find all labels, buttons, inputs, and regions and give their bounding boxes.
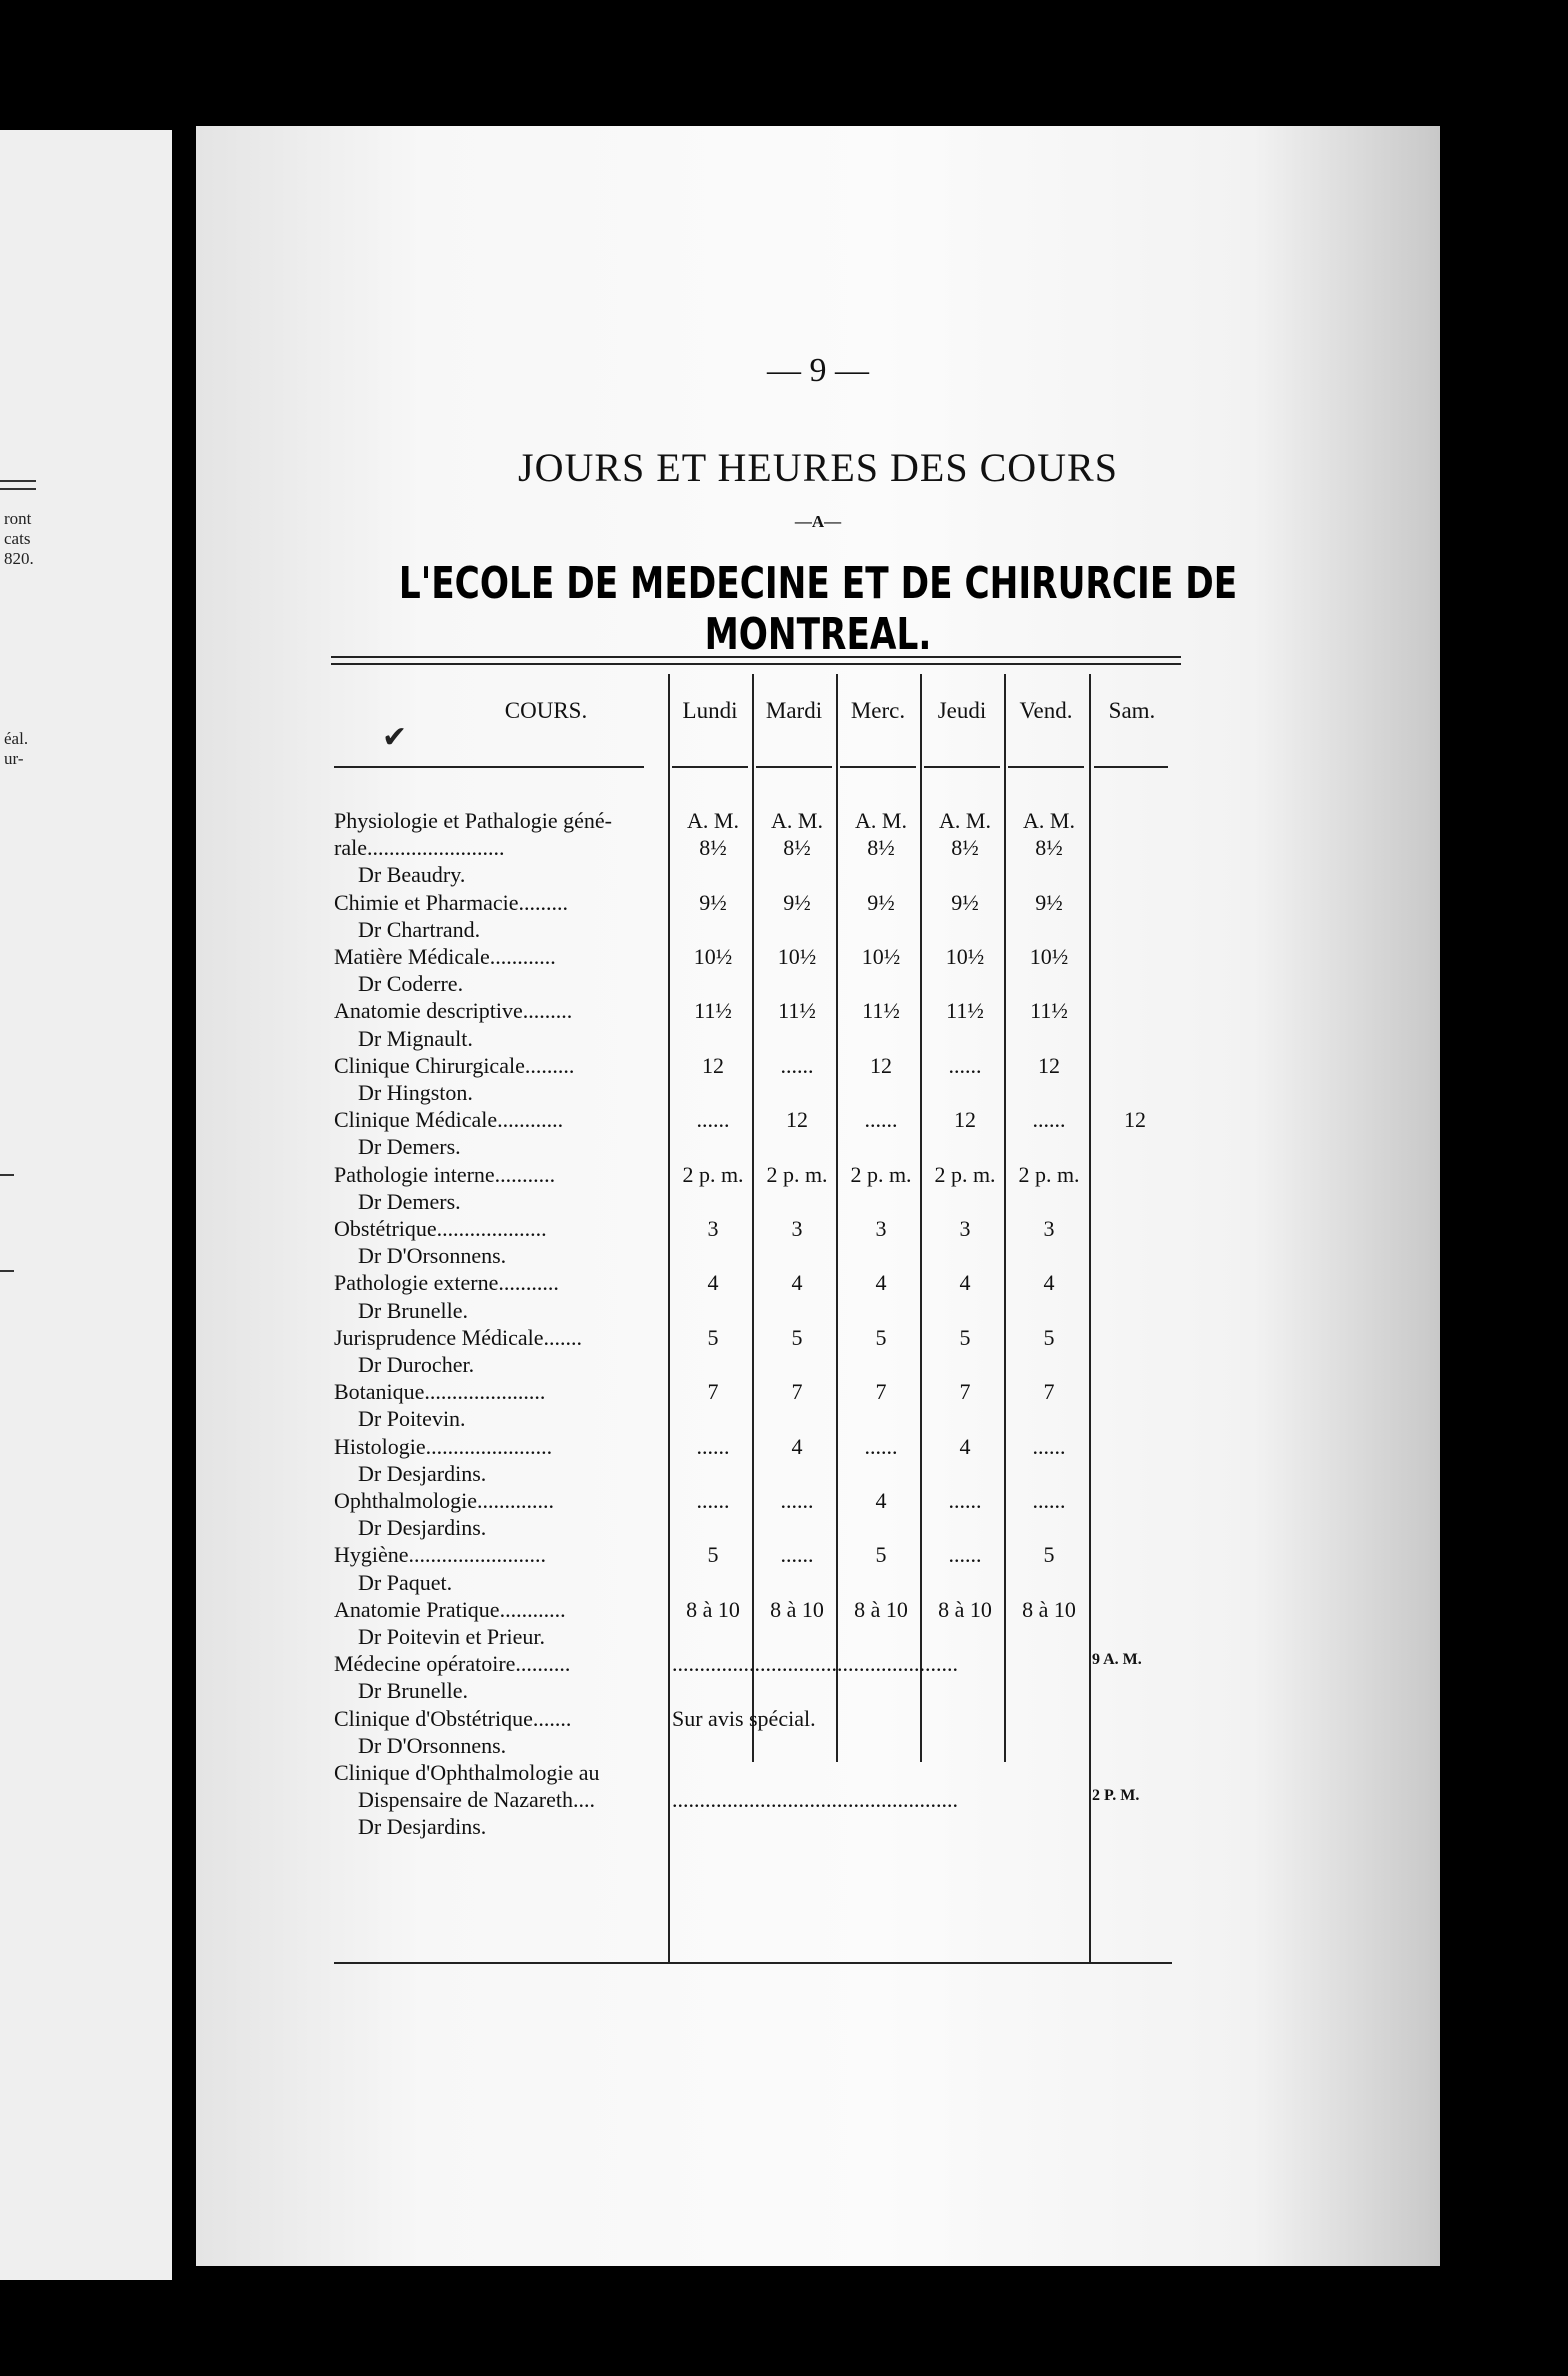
schedule-cell: 2 p. m. xyxy=(766,1161,828,1187)
schedule-cell: 5 xyxy=(707,1542,719,1568)
professor-name: Dr Desjardins. xyxy=(358,1814,487,1840)
schedule-cell: 12 xyxy=(870,1052,892,1078)
course-name: rale......................... xyxy=(334,835,505,861)
schedule-cell: ...... xyxy=(696,1488,730,1513)
schedule-cell: 3 xyxy=(959,1216,971,1241)
table-row xyxy=(334,1270,1364,1297)
table-row xyxy=(334,1624,1364,1651)
header-mardi: Mardi xyxy=(765,698,823,723)
schedule-cell: 7 xyxy=(791,1379,803,1405)
professor-name: Dr Mignault. xyxy=(358,1025,473,1051)
professor-name: Dr Poitevin et Prieur. xyxy=(358,1624,545,1649)
schedule-cell: 8½ xyxy=(867,835,895,861)
professor-name: Dr Demers. xyxy=(358,1188,461,1214)
header-cours: COURS. xyxy=(504,698,588,723)
schedule-cell: ...... xyxy=(948,1542,982,1568)
table-row xyxy=(334,1053,1364,1080)
professor-name: Dr Coderre. xyxy=(358,971,464,997)
table-row xyxy=(334,1542,1364,1569)
schedule-cell: 5 xyxy=(707,1324,719,1350)
course-name: Clinique Médicale............ xyxy=(334,1107,564,1133)
table-row xyxy=(334,1026,1364,1053)
table-row xyxy=(334,917,1364,944)
header-jeudi: Jeudi xyxy=(937,698,987,723)
table-row xyxy=(334,1298,1364,1325)
sam-cell: 2 P. M. xyxy=(1092,1787,1140,1805)
professor-name: Dr Beaudry. xyxy=(358,862,466,888)
book-spine xyxy=(174,120,194,2300)
course-name: Pathologie externe........... xyxy=(334,1270,559,1296)
schedule-cell: 11½ xyxy=(778,998,816,1024)
divider xyxy=(0,1270,14,1272)
schedule-cell: 8½ xyxy=(699,835,727,861)
schedule-cell: 12 xyxy=(702,1052,724,1078)
schedule-cell: 2 p. m. xyxy=(850,1161,912,1187)
schedule-cell: A. M. xyxy=(771,808,823,833)
professor-name: Dr D'Orsonnens. xyxy=(358,1732,507,1758)
table-row xyxy=(334,1189,1364,1216)
header-underline xyxy=(756,766,832,768)
ink-mark: ✔ xyxy=(382,721,408,754)
schedule-cell: A. M. xyxy=(939,808,991,833)
text-fragment: ront xyxy=(4,509,32,528)
schedule-cell: 7 xyxy=(875,1379,887,1405)
table-row xyxy=(334,1406,1364,1433)
schedule-cell: 12 xyxy=(1038,1052,1060,1078)
schedule-cell: 9½ xyxy=(1035,889,1063,915)
schedule-cell: 9½ xyxy=(867,889,895,915)
course-name: Clinique d'Obstétrique....... xyxy=(334,1705,572,1731)
course-name: Physiologie et Pathalogie géné- xyxy=(334,808,612,833)
table-row xyxy=(334,1488,1364,1515)
course-name: Clinique d'Ophthalmologie au xyxy=(334,1760,600,1785)
course-name: Jurisprudence Médicale....... xyxy=(334,1324,583,1350)
professor-name: Dr Desjardins. xyxy=(358,1515,487,1541)
double-rule xyxy=(331,656,1181,658)
text-fragment: ur- xyxy=(4,749,24,768)
table-row xyxy=(334,1352,1364,1379)
schedule-cell: 7 xyxy=(959,1379,971,1405)
text-fragment: cats xyxy=(4,529,31,548)
schedule-cell: 2 p. m. xyxy=(682,1161,744,1187)
course-name: Ophthalmologie.............. xyxy=(334,1488,554,1513)
table-row xyxy=(334,1515,1364,1542)
schedule-cell: 4 xyxy=(1043,1270,1055,1296)
schedule-cell: 10½ xyxy=(693,944,733,969)
schedule-cell: 8½ xyxy=(1035,835,1063,861)
header-underline xyxy=(334,766,644,768)
schedule-cell: 11½ xyxy=(694,998,732,1024)
facing-page-fragment xyxy=(0,130,172,2280)
professor-name: Dispensaire de Nazareth.... xyxy=(358,1787,596,1813)
professor-name: Dr D'Orsonnens. xyxy=(358,1243,507,1269)
course-name: Obstétrique.................... xyxy=(334,1216,547,1241)
professor-name: Dr Brunelle. xyxy=(358,1678,468,1704)
schedule-cell: 8 à 10 xyxy=(854,1596,908,1622)
schedule-cell: ...... xyxy=(696,1433,730,1459)
table-row xyxy=(334,890,1364,917)
professor-name: Dr Demers. xyxy=(358,1134,461,1160)
schedule-cell: ...... xyxy=(780,1488,814,1513)
schedule-cell: 3 xyxy=(875,1216,887,1241)
schedule-cell: 10½ xyxy=(777,944,817,969)
schedule-cell: ...... xyxy=(1032,1488,1066,1513)
schedule-cell: 4 xyxy=(875,1488,887,1513)
header-sam: Sam. xyxy=(1108,698,1156,723)
schedule-cell: ...... xyxy=(864,1107,898,1133)
table-row xyxy=(334,1107,1364,1134)
course-name: Botanique...................... xyxy=(334,1379,546,1405)
table-row xyxy=(334,1134,1364,1161)
schedule-cell: 9½ xyxy=(783,889,811,915)
schedule-cell: 10½ xyxy=(945,944,985,969)
schedule-cell: ...... xyxy=(948,1052,982,1078)
professor-name: Dr Hingston. xyxy=(358,1080,473,1105)
schedule-cell: 11½ xyxy=(862,998,900,1024)
schedule-cell: A. M. xyxy=(1023,808,1075,833)
schedule-cell: 5 xyxy=(791,1324,803,1350)
schedule-cell: 7 xyxy=(1043,1379,1055,1405)
header-underline xyxy=(1008,766,1084,768)
schedule-cell: ...... xyxy=(1032,1107,1066,1133)
schedule-cell: 12 xyxy=(954,1107,976,1133)
schedule-cell: 3 xyxy=(791,1216,803,1241)
table-row xyxy=(334,808,1364,835)
schedule-cell: ...... xyxy=(780,1542,814,1568)
spanning-cell: Sur avis spécial. xyxy=(672,1705,816,1731)
header-merc: Merc. xyxy=(850,698,906,723)
course-name: Chimie et Pharmacie......... xyxy=(334,889,568,915)
page-number: — 9 — xyxy=(767,352,869,389)
divider xyxy=(0,488,36,490)
table-row xyxy=(334,971,1364,998)
schedule-cell: 8 à 10 xyxy=(770,1596,824,1622)
table-row xyxy=(334,1706,1364,1733)
table-row xyxy=(334,1733,1364,1760)
table-bottom-rule xyxy=(334,1962,1172,1964)
page-title: JOURS ET HEURES DES COURS xyxy=(518,445,1118,490)
course-name: Histologie....................... xyxy=(334,1433,553,1459)
spanning-cell: .................................................... xyxy=(672,1651,958,1677)
course-name: Médecine opératoire.......... xyxy=(334,1651,571,1677)
schedule-cell: 5 xyxy=(1043,1542,1055,1568)
table-row xyxy=(334,1434,1364,1461)
table-row xyxy=(334,1651,1364,1678)
professor-name: Dr Chartrand. xyxy=(358,916,481,942)
table-row xyxy=(334,835,1364,862)
schedule-cell: 12 xyxy=(1124,1107,1146,1133)
header-underline xyxy=(924,766,1000,768)
table-row xyxy=(334,944,1364,971)
table-row xyxy=(334,998,1364,1025)
header-vend: Vend. xyxy=(1019,698,1073,723)
schedule-cell: 11½ xyxy=(946,998,984,1024)
document-page xyxy=(196,126,1440,2266)
table-row xyxy=(334,1216,1364,1243)
schedule-cell: 10½ xyxy=(861,944,901,969)
schedule-cell: 8 à 10 xyxy=(938,1596,992,1622)
course-name: Pathologie interne........... xyxy=(334,1161,556,1187)
schedule-cell: 2 p. m. xyxy=(934,1161,996,1187)
table-row xyxy=(334,1162,1364,1189)
course-name: Matière Médicale............ xyxy=(334,944,556,969)
professor-name: Dr Paquet. xyxy=(358,1569,453,1595)
schedule-cell: ...... xyxy=(780,1052,814,1078)
table-row xyxy=(334,1760,1364,1787)
schedule-cell: ...... xyxy=(1032,1433,1066,1459)
table-row xyxy=(334,862,1364,889)
schedule-cell: 9½ xyxy=(951,889,979,915)
header-underline xyxy=(840,766,916,768)
course-name: Anatomie descriptive......... xyxy=(334,998,573,1024)
spanning-cell: .................................................... xyxy=(672,1787,958,1813)
professor-name: Dr Poitevin. xyxy=(358,1406,466,1432)
double-rule xyxy=(331,663,1181,665)
table-row xyxy=(334,1325,1364,1352)
schedule-cell: 8½ xyxy=(783,835,811,861)
schedule-cell: A. M. xyxy=(687,808,739,833)
schedule-cell: 5 xyxy=(959,1324,971,1350)
table-row xyxy=(334,1461,1364,1488)
schedule-cell: ...... xyxy=(696,1107,730,1133)
page-subtitle: L'ECOLE DE MEDECINE ET DE CHIRURCIE DE MONTREAL. xyxy=(398,558,1238,660)
professor-name: Dr Brunelle. xyxy=(358,1297,468,1323)
course-name: Clinique Chirurgicale......... xyxy=(334,1052,575,1078)
header-underline xyxy=(672,766,748,768)
schedule-cell: 8 à 10 xyxy=(686,1596,740,1622)
schedule-cell: 4 xyxy=(707,1270,719,1296)
schedule-cell: ...... xyxy=(864,1433,898,1459)
schedule-cell: 4 xyxy=(791,1270,803,1296)
table-row xyxy=(334,1597,1364,1624)
sam-cell: 9 A. M. xyxy=(1092,1651,1142,1669)
schedule-cell: 4 xyxy=(959,1433,971,1459)
divider xyxy=(0,1174,14,1176)
schedule-cell: 4 xyxy=(791,1433,803,1459)
schedule-cell: 2 p. m. xyxy=(1018,1161,1080,1187)
schedule-cell: 10½ xyxy=(1029,944,1069,969)
professor-name: Dr Desjardins. xyxy=(358,1460,487,1486)
schedule-cell: 11½ xyxy=(1030,998,1068,1024)
text-fragment: 820. xyxy=(4,549,34,568)
schedule-cell: 5 xyxy=(1043,1324,1055,1350)
course-name: Hygiène......................... xyxy=(334,1542,547,1568)
schedule-cell: 4 xyxy=(959,1270,971,1296)
table-row xyxy=(334,1814,1364,1841)
table-row xyxy=(334,1678,1364,1705)
schedule-cell: 9½ xyxy=(699,889,727,915)
schedule-cell: 5 xyxy=(875,1324,887,1350)
schedule-cell: 8 à 10 xyxy=(1022,1596,1076,1622)
course-name: Anatomie Pratique............ xyxy=(334,1596,566,1622)
header-lundi: Lundi xyxy=(682,698,738,723)
table-row xyxy=(334,1570,1364,1597)
schedule-cell: 4 xyxy=(875,1270,887,1296)
schedule-cell: 5 xyxy=(875,1542,887,1568)
schedule-cell: 3 xyxy=(707,1216,719,1241)
table-row xyxy=(334,1080,1364,1107)
table-row xyxy=(334,1379,1364,1406)
header-underline xyxy=(1094,766,1168,768)
schedule-cell: ...... xyxy=(948,1488,982,1513)
title-connector: —A— xyxy=(794,512,842,531)
table-row xyxy=(334,1787,1364,1814)
table-row xyxy=(334,1243,1364,1270)
schedule-cell: 7 xyxy=(707,1379,719,1405)
text-fragment: éal. xyxy=(4,729,29,748)
schedule-cell: 12 xyxy=(786,1107,808,1133)
professor-name: Dr Durocher. xyxy=(358,1352,475,1377)
schedule-cell: 8½ xyxy=(951,835,979,861)
divider xyxy=(0,480,36,482)
schedule-cell: A. M. xyxy=(855,808,907,833)
schedule-cell: 3 xyxy=(1043,1216,1055,1241)
